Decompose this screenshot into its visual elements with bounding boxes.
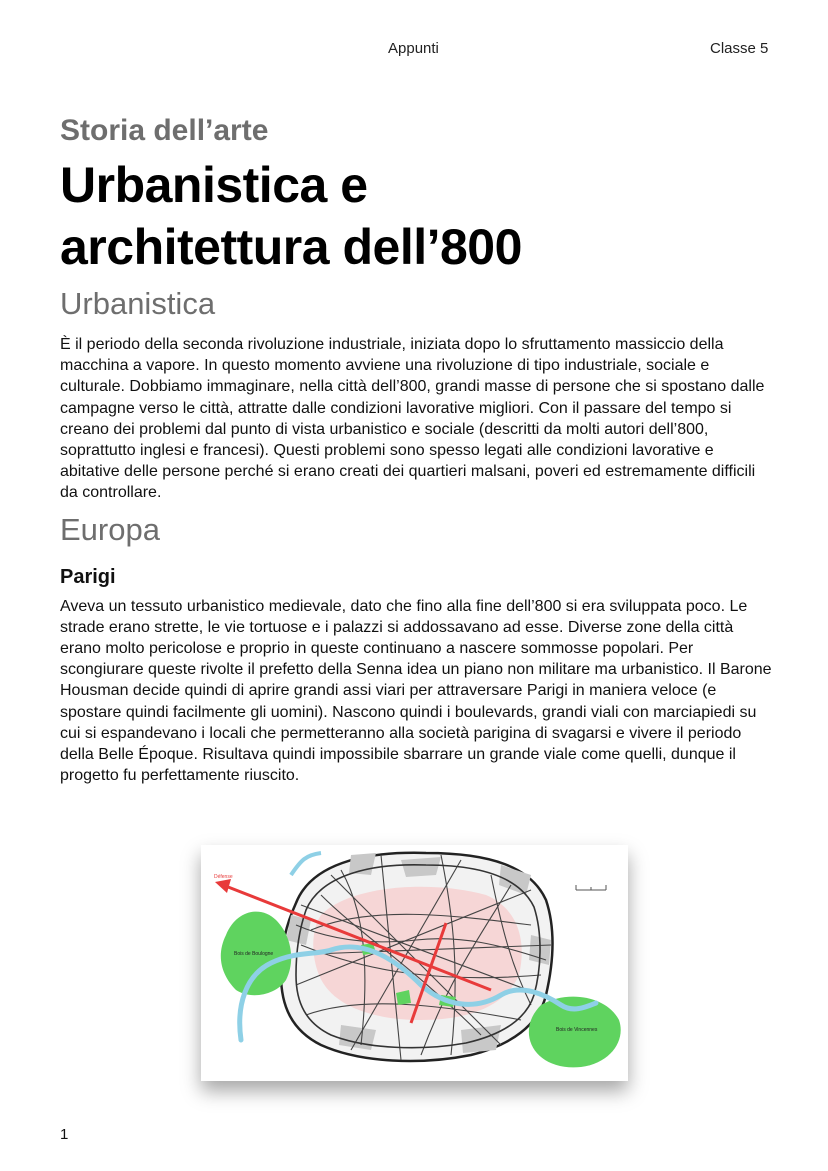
label-bois-de-vincennes: Bois de Vincennes	[556, 1027, 598, 1033]
title-line-1: Urbanistica e	[60, 157, 368, 213]
section-heading-europa: Europa	[60, 511, 160, 547]
section-paragraph-parigi: Aveva un tessuto urbanistico medievale, dato che fino alla fine dell’800 si era sviluppata poco. Le strade erano strette, le vie tortuose e i palazzi si addossavano ad esse. Diverse zone della città erano molto pericolose e proprio in queste continuano a nascere sommosse popolari. Per scongiurare queste rivolte il prefetto della Senna idea un piano non militare ma urbanistico. Il Barone Housman decide quindi di aprire grandi assi viari per attraversare Parigi in maniera veloce (e spostare quindi facilmente gli uomini). Nascono quindi i boulevards, grandi viali con marciapiedi su cui si espandevano i locali che permetteranno alla società parigina di svagarsi e vivere il periodo della Belle Époque. Risultava quindi impossibile sbarrare un grande viale come quelli, dunque il progetto fu perfettamente riuscito.	[60, 597, 772, 785]
section-paragraph-urbanistica: È il periodo della seconda rivoluzione industriale, iniziata dopo lo sfruttamento massiccio della macchina a vapore. In questo momento avviene una rivoluzione di tipo industriale, sociale e culturale. Dobbiamo immaginare, nella città dell’800, grandi masse di persone che si spostano dalle campagne verso le città, attratte dalle condizioni lavorative migliori. Con il passare del tempo si creano dei problemi dal punto di vista urbanistico e sociale (descritti da molti autori dell’800, soprattutto inglesi e francesi). Questi problemi sono spesso legati alle condizioni lavorative e abitative delle persone perché si erano creati dei quartieri malsani, poveri ed estremamente difficili da controllare.	[60, 336, 765, 502]
paris-plan-map	[201, 845, 628, 1081]
page-title	[60, 154, 772, 278]
page-number: 1	[60, 1126, 69, 1143]
title-line-2: architettura dell’800	[60, 219, 522, 275]
document-body	[60, 112, 772, 786]
section-heading-urbanistica: Urbanistica	[60, 286, 216, 321]
label-defense: Défense	[214, 874, 233, 880]
paris-map-svg	[201, 845, 628, 1081]
header-center-label: Appunti	[388, 40, 439, 57]
subject-title: Storia dell’arte	[60, 114, 269, 147]
header-class-label: Classe 5	[710, 40, 769, 57]
label-bois-de-boulogne: Bois de Boulogne	[234, 951, 274, 957]
subsection-heading-parigi: Parigi	[60, 565, 116, 588]
